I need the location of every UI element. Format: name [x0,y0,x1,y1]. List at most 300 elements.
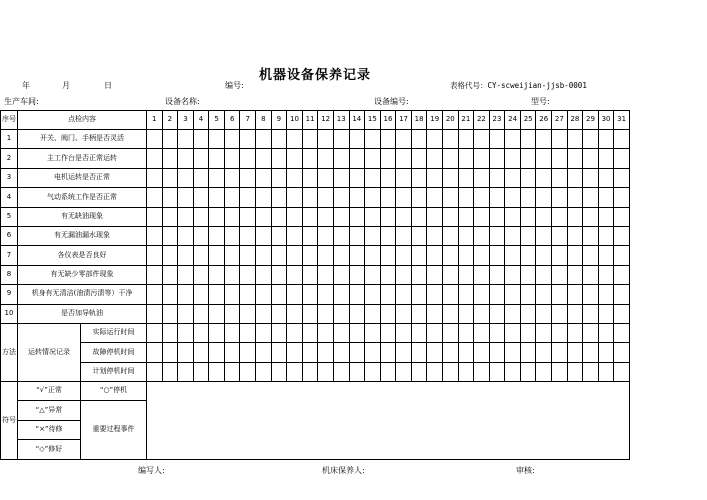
check-cell[interactable] [442,304,458,323]
time-cell[interactable] [474,362,490,381]
check-cell[interactable] [474,246,490,265]
check-cell[interactable] [583,168,599,187]
check-cell[interactable] [396,188,412,207]
time-cell[interactable] [458,362,474,381]
check-cell[interactable] [567,304,583,323]
check-cell[interactable] [552,285,568,304]
check-cell[interactable] [209,226,225,245]
check-cell[interactable] [396,304,412,323]
check-cell[interactable] [442,188,458,207]
check-cell[interactable] [147,168,163,187]
check-cell[interactable] [427,188,443,207]
check-cell[interactable] [411,207,427,226]
check-cell[interactable] [598,149,614,168]
check-cell[interactable] [333,265,349,284]
check-cell[interactable] [583,304,599,323]
time-cell[interactable] [442,362,458,381]
check-cell[interactable] [287,246,303,265]
check-cell[interactable] [567,168,583,187]
check-cell[interactable] [193,226,209,245]
check-cell[interactable] [209,304,225,323]
check-cell[interactable] [365,304,381,323]
check-cell[interactable] [318,246,334,265]
check-cell[interactable] [302,168,318,187]
check-cell[interactable] [271,207,287,226]
time-cell[interactable] [489,323,505,342]
check-cell[interactable] [318,304,334,323]
check-cell[interactable] [614,168,630,187]
check-cell[interactable] [240,246,256,265]
time-cell[interactable] [536,362,552,381]
check-cell[interactable] [458,246,474,265]
check-cell[interactable] [536,188,552,207]
check-cell[interactable] [474,168,490,187]
time-cell[interactable] [287,343,303,362]
check-cell[interactable] [333,130,349,149]
time-cell[interactable] [598,323,614,342]
check-cell[interactable] [365,285,381,304]
check-cell[interactable] [583,207,599,226]
check-cell[interactable] [427,207,443,226]
check-cell[interactable] [489,265,505,284]
check-cell[interactable] [427,226,443,245]
time-cell[interactable] [458,343,474,362]
time-cell[interactable] [349,362,365,381]
time-cell[interactable] [209,343,225,362]
check-cell[interactable] [583,130,599,149]
check-cell[interactable] [380,246,396,265]
check-cell[interactable] [380,149,396,168]
time-cell[interactable] [240,362,256,381]
check-cell[interactable] [224,207,240,226]
check-cell[interactable] [333,188,349,207]
check-cell[interactable] [614,149,630,168]
check-cell[interactable] [411,265,427,284]
check-cell[interactable] [427,130,443,149]
check-cell[interactable] [333,149,349,168]
check-cell[interactable] [520,149,536,168]
check-cell[interactable] [458,285,474,304]
check-cell[interactable] [287,226,303,245]
check-cell[interactable] [224,226,240,245]
check-cell[interactable] [147,188,163,207]
time-cell[interactable] [162,362,178,381]
check-cell[interactable] [162,207,178,226]
time-cell[interactable] [567,323,583,342]
time-cell[interactable] [287,323,303,342]
check-cell[interactable] [598,304,614,323]
check-cell[interactable] [520,285,536,304]
check-cell[interactable] [349,130,365,149]
check-cell[interactable] [552,207,568,226]
check-cell[interactable] [505,226,521,245]
check-cell[interactable] [333,285,349,304]
check-cell[interactable] [442,207,458,226]
check-cell[interactable] [442,130,458,149]
time-cell[interactable] [240,343,256,362]
check-cell[interactable] [271,304,287,323]
time-cell[interactable] [209,323,225,342]
time-cell[interactable] [598,362,614,381]
check-cell[interactable] [520,188,536,207]
check-cell[interactable] [162,285,178,304]
time-cell[interactable] [302,362,318,381]
check-cell[interactable] [193,207,209,226]
check-cell[interactable] [567,246,583,265]
time-cell[interactable] [442,323,458,342]
check-cell[interactable] [147,285,163,304]
check-cell[interactable] [193,304,209,323]
check-cell[interactable] [614,207,630,226]
check-cell[interactable] [536,246,552,265]
check-cell[interactable] [505,149,521,168]
check-cell[interactable] [396,285,412,304]
check-cell[interactable] [178,188,194,207]
check-cell[interactable] [318,168,334,187]
time-cell[interactable] [209,362,225,381]
check-cell[interactable] [147,207,163,226]
check-cell[interactable] [583,226,599,245]
check-cell[interactable] [178,168,194,187]
check-cell[interactable] [396,149,412,168]
time-cell[interactable] [365,362,381,381]
check-cell[interactable] [380,188,396,207]
time-cell[interactable] [411,362,427,381]
check-cell[interactable] [474,188,490,207]
time-cell[interactable] [598,343,614,362]
time-cell[interactable] [505,362,521,381]
check-cell[interactable] [318,149,334,168]
check-cell[interactable] [349,149,365,168]
check-cell[interactable] [552,265,568,284]
check-cell[interactable] [349,246,365,265]
time-cell[interactable] [193,323,209,342]
time-cell[interactable] [178,343,194,362]
time-cell[interactable] [147,362,163,381]
time-cell[interactable] [302,323,318,342]
check-cell[interactable] [567,265,583,284]
check-cell[interactable] [193,130,209,149]
time-cell[interactable] [520,323,536,342]
check-cell[interactable] [411,226,427,245]
check-cell[interactable] [489,304,505,323]
time-cell[interactable] [427,362,443,381]
check-cell[interactable] [162,304,178,323]
time-cell[interactable] [271,362,287,381]
check-cell[interactable] [505,168,521,187]
time-cell[interactable] [411,343,427,362]
check-cell[interactable] [614,304,630,323]
check-cell[interactable] [411,130,427,149]
check-cell[interactable] [552,130,568,149]
check-cell[interactable] [411,285,427,304]
time-cell[interactable] [256,343,272,362]
check-cell[interactable] [318,130,334,149]
check-cell[interactable] [287,130,303,149]
check-cell[interactable] [318,207,334,226]
time-cell[interactable] [256,323,272,342]
check-cell[interactable] [536,149,552,168]
check-cell[interactable] [240,285,256,304]
check-cell[interactable] [474,304,490,323]
check-cell[interactable] [614,130,630,149]
check-cell[interactable] [162,188,178,207]
check-cell[interactable] [365,226,381,245]
check-cell[interactable] [442,168,458,187]
check-cell[interactable] [411,149,427,168]
check-cell[interactable] [427,149,443,168]
time-cell[interactable] [162,343,178,362]
time-cell[interactable] [536,343,552,362]
check-cell[interactable] [583,188,599,207]
time-cell[interactable] [489,343,505,362]
check-cell[interactable] [520,304,536,323]
check-cell[interactable] [287,285,303,304]
check-cell[interactable] [552,304,568,323]
check-cell[interactable] [302,226,318,245]
check-cell[interactable] [598,188,614,207]
check-cell[interactable] [474,226,490,245]
check-cell[interactable] [162,130,178,149]
time-cell[interactable] [614,343,630,362]
check-cell[interactable] [614,285,630,304]
check-cell[interactable] [162,149,178,168]
check-cell[interactable] [162,168,178,187]
time-cell[interactable] [147,343,163,362]
check-cell[interactable] [505,304,521,323]
check-cell[interactable] [178,149,194,168]
check-cell[interactable] [271,226,287,245]
check-cell[interactable] [396,226,412,245]
check-cell[interactable] [505,188,521,207]
check-cell[interactable] [536,285,552,304]
check-cell[interactable] [552,188,568,207]
check-cell[interactable] [614,226,630,245]
check-cell[interactable] [380,285,396,304]
check-cell[interactable] [178,265,194,284]
check-cell[interactable] [598,285,614,304]
time-cell[interactable] [520,362,536,381]
check-cell[interactable] [302,304,318,323]
time-cell[interactable] [349,323,365,342]
check-cell[interactable] [271,265,287,284]
check-cell[interactable] [162,226,178,245]
check-cell[interactable] [427,285,443,304]
check-cell[interactable] [411,246,427,265]
time-cell[interactable] [396,362,412,381]
check-cell[interactable] [474,149,490,168]
check-cell[interactable] [178,207,194,226]
check-cell[interactable] [489,285,505,304]
check-cell[interactable] [224,246,240,265]
check-cell[interactable] [505,207,521,226]
time-cell[interactable] [427,343,443,362]
check-cell[interactable] [427,246,443,265]
time-cell[interactable] [365,343,381,362]
check-cell[interactable] [365,130,381,149]
check-cell[interactable] [598,265,614,284]
check-cell[interactable] [302,246,318,265]
check-cell[interactable] [427,168,443,187]
check-cell[interactable] [271,285,287,304]
check-cell[interactable] [489,246,505,265]
check-cell[interactable] [147,304,163,323]
check-cell[interactable] [536,226,552,245]
check-cell[interactable] [458,265,474,284]
check-cell[interactable] [287,304,303,323]
time-cell[interactable] [318,362,334,381]
check-cell[interactable] [458,188,474,207]
check-cell[interactable] [614,265,630,284]
check-cell[interactable] [209,207,225,226]
check-cell[interactable] [365,149,381,168]
time-cell[interactable] [271,323,287,342]
check-cell[interactable] [365,168,381,187]
time-cell[interactable] [442,343,458,362]
time-cell[interactable] [302,343,318,362]
check-cell[interactable] [598,246,614,265]
check-cell[interactable] [598,226,614,245]
check-cell[interactable] [458,304,474,323]
time-cell[interactable] [614,323,630,342]
time-cell[interactable] [583,362,599,381]
check-cell[interactable] [178,130,194,149]
check-cell[interactable] [380,265,396,284]
check-cell[interactable] [520,226,536,245]
check-cell[interactable] [193,285,209,304]
check-cell[interactable] [598,130,614,149]
check-cell[interactable] [224,130,240,149]
time-cell[interactable] [380,323,396,342]
check-cell[interactable] [209,168,225,187]
time-cell[interactable] [271,343,287,362]
check-cell[interactable] [178,285,194,304]
check-cell[interactable] [442,149,458,168]
check-cell[interactable] [536,130,552,149]
check-cell[interactable] [489,188,505,207]
time-cell[interactable] [224,362,240,381]
check-cell[interactable] [240,265,256,284]
check-cell[interactable] [536,304,552,323]
check-cell[interactable] [287,168,303,187]
time-cell[interactable] [583,323,599,342]
check-cell[interactable] [271,188,287,207]
check-cell[interactable] [240,130,256,149]
check-cell[interactable] [178,246,194,265]
check-cell[interactable] [302,265,318,284]
check-cell[interactable] [193,265,209,284]
check-cell[interactable] [224,149,240,168]
time-cell[interactable] [505,323,521,342]
check-cell[interactable] [256,130,272,149]
check-cell[interactable] [178,304,194,323]
check-cell[interactable] [240,149,256,168]
time-cell[interactable] [318,323,334,342]
time-cell[interactable] [193,362,209,381]
time-cell[interactable] [333,362,349,381]
check-cell[interactable] [147,130,163,149]
time-cell[interactable] [489,362,505,381]
check-cell[interactable] [442,265,458,284]
check-cell[interactable] [271,130,287,149]
check-cell[interactable] [598,168,614,187]
check-cell[interactable] [380,304,396,323]
check-cell[interactable] [396,246,412,265]
check-cell[interactable] [396,168,412,187]
check-cell[interactable] [520,168,536,187]
check-cell[interactable] [520,265,536,284]
check-cell[interactable] [287,188,303,207]
time-cell[interactable] [614,362,630,381]
check-cell[interactable] [396,130,412,149]
check-cell[interactable] [256,304,272,323]
time-cell[interactable] [178,323,194,342]
check-cell[interactable] [209,188,225,207]
check-cell[interactable] [256,246,272,265]
check-cell[interactable] [349,304,365,323]
check-cell[interactable] [240,188,256,207]
time-cell[interactable] [474,323,490,342]
check-cell[interactable] [193,188,209,207]
check-cell[interactable] [240,207,256,226]
check-cell[interactable] [256,168,272,187]
time-cell[interactable] [396,343,412,362]
check-cell[interactable] [567,149,583,168]
check-cell[interactable] [505,285,521,304]
check-cell[interactable] [520,130,536,149]
check-cell[interactable] [458,226,474,245]
check-cell[interactable] [411,188,427,207]
time-cell[interactable] [396,323,412,342]
check-cell[interactable] [224,168,240,187]
check-cell[interactable] [333,226,349,245]
time-cell[interactable] [458,323,474,342]
check-cell[interactable] [193,149,209,168]
check-cell[interactable] [162,265,178,284]
time-cell[interactable] [552,323,568,342]
check-cell[interactable] [567,226,583,245]
check-cell[interactable] [240,168,256,187]
check-cell[interactable] [224,265,240,284]
check-cell[interactable] [583,265,599,284]
time-cell[interactable] [536,323,552,342]
check-cell[interactable] [411,304,427,323]
time-cell[interactable] [583,343,599,362]
check-cell[interactable] [209,285,225,304]
check-cell[interactable] [427,304,443,323]
check-cell[interactable] [318,265,334,284]
time-cell[interactable] [365,323,381,342]
check-cell[interactable] [193,246,209,265]
check-cell[interactable] [349,265,365,284]
time-cell[interactable] [193,343,209,362]
events-area[interactable] [147,382,630,460]
time-cell[interactable] [505,343,521,362]
check-cell[interactable] [147,149,163,168]
check-cell[interactable] [271,149,287,168]
time-cell[interactable] [162,323,178,342]
check-cell[interactable] [505,265,521,284]
check-cell[interactable] [552,246,568,265]
check-cell[interactable] [302,285,318,304]
check-cell[interactable] [442,246,458,265]
check-cell[interactable] [474,207,490,226]
check-cell[interactable] [396,265,412,284]
check-cell[interactable] [240,226,256,245]
check-cell[interactable] [552,226,568,245]
check-cell[interactable] [193,168,209,187]
check-cell[interactable] [349,168,365,187]
